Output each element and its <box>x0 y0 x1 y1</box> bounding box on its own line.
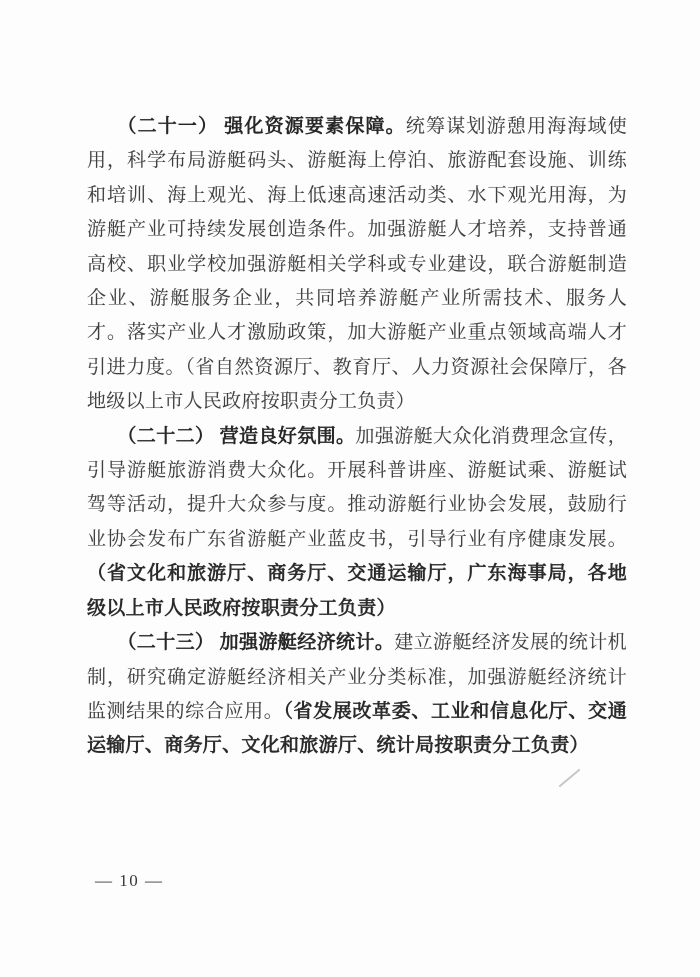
section-22-attribution: （省文化和旅游厅、商务厅、交通运输厅，广东海事局，各地级以上市人民政府按职责分工负责） <box>87 563 627 619</box>
scan-scratch-mark <box>559 769 581 788</box>
section-21-attribution: （省自然资源厅、教育厅、人力资源社会保障厅，各地级以上市人民政府按职责分工负责） <box>87 356 627 413</box>
section-23-body: 建立游艇经济发展的统计机制，研究确定游艇经济相关产业分类标准，加强游艇经济统计监测结果的综合应用。 <box>87 632 627 722</box>
section-22-heading: （二十二） 营造良好氛围。 <box>117 425 356 447</box>
section-22-body: 加强游艇大众化消费理念宣传，引导游艇旅游消费大众化。开展科普讲座、游艇试乘、游艇试驾等活动，提升大众参与度。推动游艇行业协会发展，鼓励行业协会发布广东省游艇产业蓝皮书，引导行业有序健康发展。 <box>87 425 627 550</box>
section-paragraph-23 <box>87 626 627 764</box>
section-23-heading: （二十三） 加强游艇经济统计。 <box>117 632 395 654</box>
section-23-attribution: （省发展改革委、工业和信息化厅、交通运输厅、商务厅、文化和旅游厅、统计局按职责分工负责） <box>87 700 627 757</box>
document-body <box>87 110 627 764</box>
page-number: — 10 — <box>95 871 164 890</box>
section-21-body: 统筹谋划游憩用海海域使用，科学布局游艇码头、游艇海上停泊、旅游配套设施、训练和培训、海上观光、海上低速高速活动类、水下观光用海，为游艇产业可持续发展创造条件。加强游艇人才培养，支持普通高校、职业学校加强游艇相关学科或专业建设，联合游艇制造企业、游艇服务企业，共同培养游艇产业所需技术、服务人才。落实产业人才激励政策，加大游艇产业重点领域高端人才引进力度。 <box>87 116 627 378</box>
section-paragraph-21 <box>87 110 627 420</box>
section-21-heading: （二十一） 强化资源要素保障。 <box>117 116 406 137</box>
section-paragraph-22 <box>87 420 627 626</box>
